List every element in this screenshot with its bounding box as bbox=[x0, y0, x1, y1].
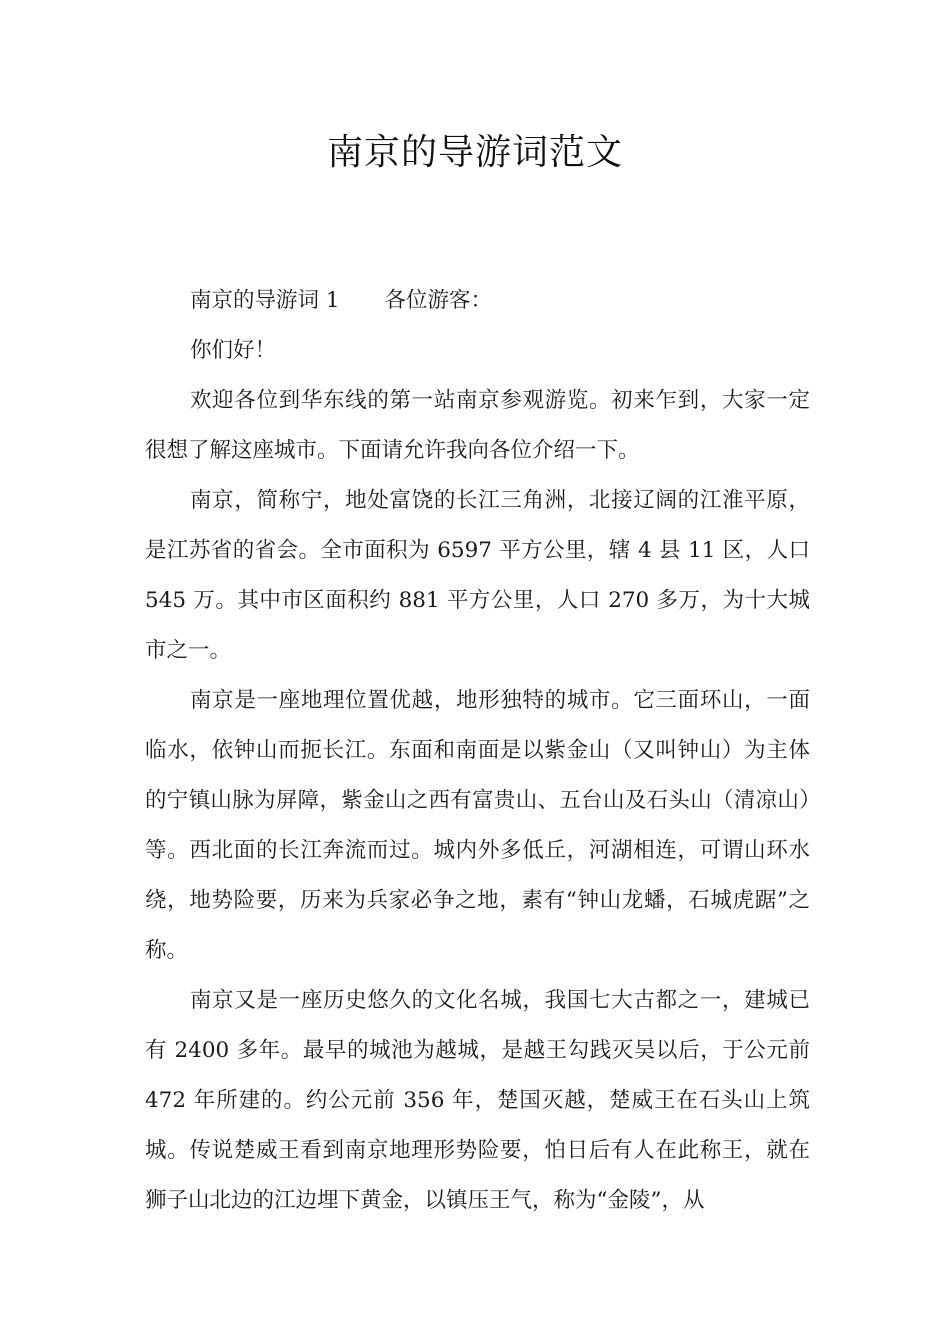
document-body bbox=[145, 276, 810, 1226]
intro-heading: 南京的导游词 1 bbox=[190, 288, 340, 313]
intro-greeting: 各位游客： bbox=[384, 288, 493, 313]
body-paragraph: 你们好！ bbox=[190, 338, 277, 363]
body-paragraph: 欢迎各位到华东线的第一站南京参观游览。初来乍到，大家一定很想了解这座城市。下面请允许我向各位介绍一下。 bbox=[145, 388, 810, 463]
intro-paragraph bbox=[145, 276, 810, 326]
body-paragraph: 南京又是一座历史悠久的文化名城，我国七大古都之一，建城已有 2400 多年。最早的城池为越城，是越王勾践灭吴以后，于公元前 472 年所建的。约公元前 356 年，楚国灭越，楚威王在石头山上筑城。传说楚威王看到南京地理形势险要，怕日后有人在此称王，就在狮子山北边的江边埋下黄金，以镇压王气，称为“金陵”，从 bbox=[145, 988, 810, 1213]
document-title: 南京的导游词范文 bbox=[326, 132, 623, 173]
body-paragraph: 南京是一座地理位置优越，地形独特的城市。它三面环山，一面临水，依钟山而扼长江。东面和南面是以紫金山（又叫钟山）为主体的宁镇山脉为屏障，紫金山之西有富贵山、五台山及石头山（清凉山）等。西北面的长江奔流而过。城内外多低丘，河湖相连，可谓山环水绕，地势险要，历来为兵家必争之地，素有“钟山龙蟠，石城虎踞”之称。 bbox=[145, 688, 810, 963]
body-paragraph: 南京，简称宁，地处富饶的长江三角洲，北接辽阔的江淮平原，是江苏省的省会。全市面积为 6597 平方公里，辖 4 县 11 区，人口 545 万。其中市区面积约 881 平方公里，人口 270 多万，为十大城市之一。 bbox=[145, 488, 810, 663]
